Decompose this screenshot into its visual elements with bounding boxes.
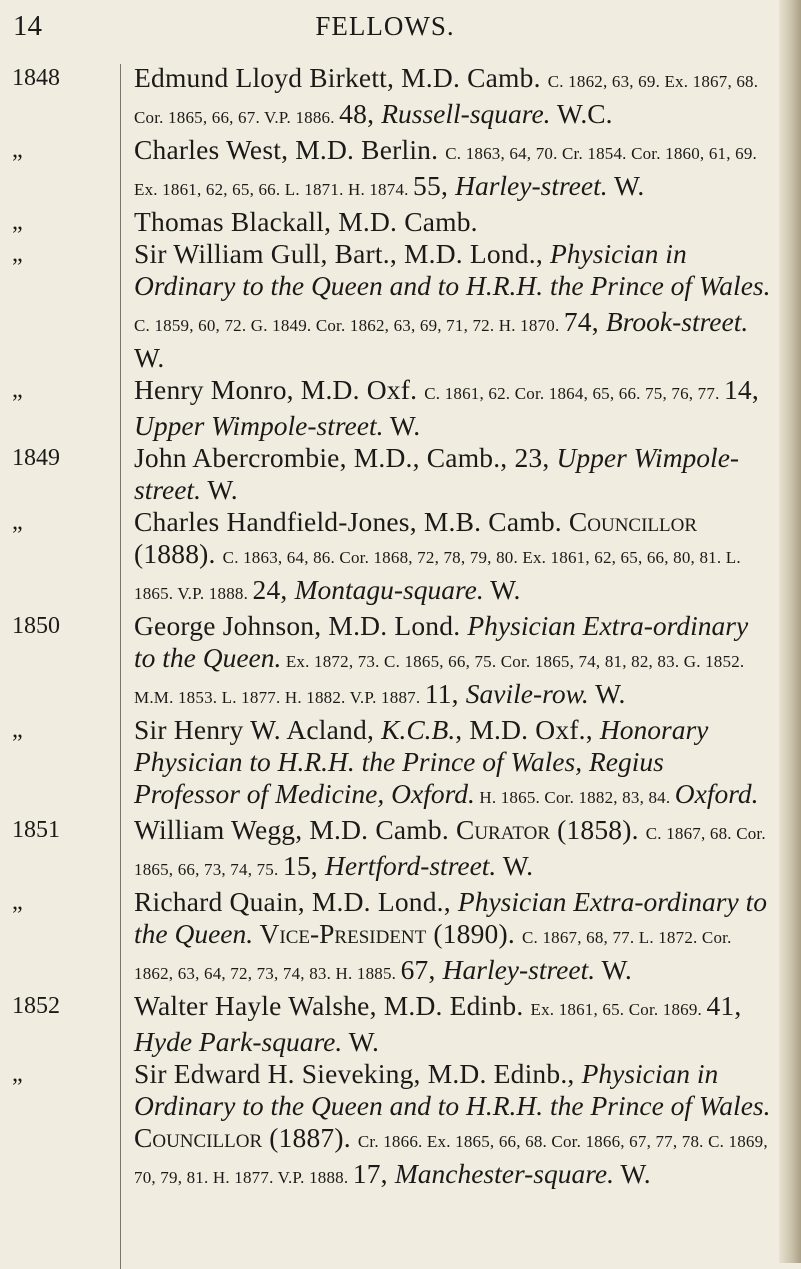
italic-text: Harley-street. [442,954,596,985]
italic-text: Hyde Park-square. [134,1026,343,1057]
page-edge [779,0,801,1263]
small-caps-text: Curator [455,814,550,845]
fellow-entry [0,134,780,206]
fellow-entry [0,506,780,610]
small-caps-text: W. [383,410,421,441]
fellow-entry [0,238,780,374]
small-caps-text: W. [496,850,533,881]
fellow-entry [0,610,780,714]
fellow-name: 55, [413,170,456,201]
election-year: „ [12,889,23,915]
fellow-name: (1890). [426,918,522,949]
fellow-name: Richard Quain, M.D. Lond., [134,886,458,917]
italic-text: Upper Wimpole-street. [134,442,740,505]
italic-text: Montagu-square. [294,574,484,605]
small-caps-text: W. [483,574,521,605]
small-caps-text: W. [595,954,632,985]
fellow-name: 24, [252,574,295,605]
small-caps-text: Councillor [134,1122,263,1153]
entry-text [122,62,772,134]
election-year: 1849 [12,445,60,471]
small-caps-text: W. [613,1158,651,1189]
election-year: 1852 [12,993,60,1019]
fellow-name: John Abercrombie, M.D., Camb., 23, [134,442,557,473]
entry-text [122,1058,772,1194]
fellow-name: Edmund Lloyd Birkett, M.D. Camb. [134,62,548,93]
election-year: „ [12,717,23,743]
italic-text: Harley-street. [455,170,608,201]
record-details: C. 1861, 62. Cor. 1864, 65, 66. 75, 76, 77. [424,384,724,403]
fellow-entry [0,990,780,1058]
fellow-name: 17, [352,1158,395,1189]
fellow-name: Sir Edward H. Sieveking, M.D. Edinb., [134,1058,582,1089]
entry-text [122,814,772,886]
record-details: Ex. 1872, 73. C. 1865, 66, 75. Cor. 1865, 74, 81, 82, 83. G. 1852. M.M. 1853. L. 1877. H. 1882. V.P. 1887. [134,652,745,707]
italic-text: Manchester-square. [394,1158,614,1189]
fellow-name: Sir Henry W. Acland, [134,714,382,745]
fellow-entry [0,374,780,442]
election-year: „ [12,137,23,163]
fellow-name: (1888). [134,538,223,569]
fellow-entry [0,62,780,134]
fellow-name: (1887). [262,1122,358,1153]
entry-text [122,134,772,206]
record-details: C. 1862, 63, 69. Ex. 1867, 68. Cor. 1865, 66, 67. V.P. 1886. [134,72,759,127]
fellow-entry [0,814,780,886]
fellow-entry [0,1058,780,1194]
fellow-name: 11, [424,678,466,709]
italic-text: Physician in Ordinary to the Queen and to H.R.H. the Prince of Wales. [134,238,771,301]
election-year: „ [12,209,23,235]
record-details: C. 1863, 64, 70. Cr. 1854. Cor. 1860, 61, 69. Ex. 1861, 62, 65, 66. L. 1871. H. 1874. [134,144,757,199]
small-caps-text: Vice-President [253,918,427,949]
record-details: Ex. 1861, 65. Cor. 1869. [530,1000,707,1019]
record-details: Cr. 1866. Ex. 1865, 66, 68. Cor. 1866, 67, 77, 78. C. 1869, 70, 79, 81. H. 1877. V.P. 1888. [134,1132,768,1187]
small-caps-text: W. [588,678,626,709]
page-number: 14 [13,10,42,42]
fellow-name: 67, [400,954,443,985]
italic-text: Honorary Physician to H.R.H. the Prince of Wales, Regius Professor of Medicine, Oxford. [134,714,709,809]
record-details: C. 1867, 68. Cor. 1865, 66, 73, 74, 75. [134,824,766,879]
fellow-name: 48, [339,98,382,129]
entry-text [122,206,772,238]
small-caps-text: W.C. [550,98,613,129]
election-year: 1848 [12,65,60,91]
fellow-name: (1858). [550,814,646,845]
election-year: „ [12,377,23,403]
fellow-name: William Wegg, M.D. Camb. [134,814,456,845]
entry-text [122,714,772,814]
small-caps-text: Councillor [568,506,698,537]
fellow-entry [0,206,780,238]
running-title: FELLOWS. [315,11,455,41]
entry-text [122,442,772,506]
small-caps-text: W. [342,1026,379,1057]
fellow-name: Sir William Gull, Bart., M.D. Lond., [134,238,550,269]
entry-text [122,506,772,610]
italic-text: Physician in Ordinary to the Queen and to H.R.H. the Prince of Wales. [134,1058,771,1121]
fellow-name: , M.D. Oxf., [455,714,600,745]
fellow-name: 74, [563,306,606,337]
election-year: „ [12,509,23,535]
fellow-name: Walter Hayle Walshe, M.D. Edinb. [134,990,531,1021]
small-caps-text: W. [200,474,238,505]
entry-text [122,238,772,374]
record-details: C. 1867, 68, 77. L. 1872. Cor. 1862, 63, 64, 72, 73, 74, 83. H. 1885. [134,928,732,983]
italic-text: Physician Extra-ordinary to the Queen. [134,886,767,949]
fellow-entry [0,442,780,506]
italic-text: Russell-square. [381,98,551,129]
fellows-list [0,62,780,1194]
italic-text: Savile-row. [465,678,589,709]
fellow-name: 41, [706,990,742,1021]
record-details: C. 1859, 60, 72. G. 1849. Cor. 1862, 63, 69, 71, 72. H. 1870. [134,316,564,335]
election-year: 1850 [12,613,60,639]
fellow-name: Charles West, M.D. Berlin. [134,134,446,165]
italic-text: Physician Extra-ordinary to the Queen. [134,610,749,673]
italic-text: Upper Wimpole-street. [134,410,384,441]
italic-text: Hertford-street. [324,850,497,881]
fellow-entry [0,714,780,814]
fellow-name: Thomas Blackall, M.D. Camb. [134,206,478,237]
small-caps-text: W. [607,170,645,201]
fellow-name: George Johnson, M.D. Lond. [134,610,468,641]
election-year: „ [12,1061,23,1087]
fellow-name: 15, [282,850,325,881]
entry-text [122,610,772,714]
record-details: C. 1863, 64, 86. Cor. 1868, 72, 78, 79, 80. Ex. 1861, 62, 65, 66, 80, 81. L. 1865. V.P. 1888. [134,548,741,603]
italic-text: Oxford. [674,778,759,809]
entry-text [122,990,772,1058]
fellow-name: Charles Handfield-Jones, M.B. Camb. [134,506,569,537]
fellow-name: Henry Monro, M.D. Oxf. [134,374,425,405]
italic-text: Brook-street. [605,306,749,337]
fellow-name: 14, [723,374,759,405]
small-caps-text: W. [134,342,165,373]
fellow-entry [0,886,780,990]
entry-text [122,886,772,990]
record-details: H. 1865. Cor. 1882, 83, 84. [474,788,675,807]
italic-text: K.C.B. [381,714,456,745]
election-year: 1851 [12,817,60,843]
election-year: „ [12,241,23,267]
entry-text [122,374,772,442]
